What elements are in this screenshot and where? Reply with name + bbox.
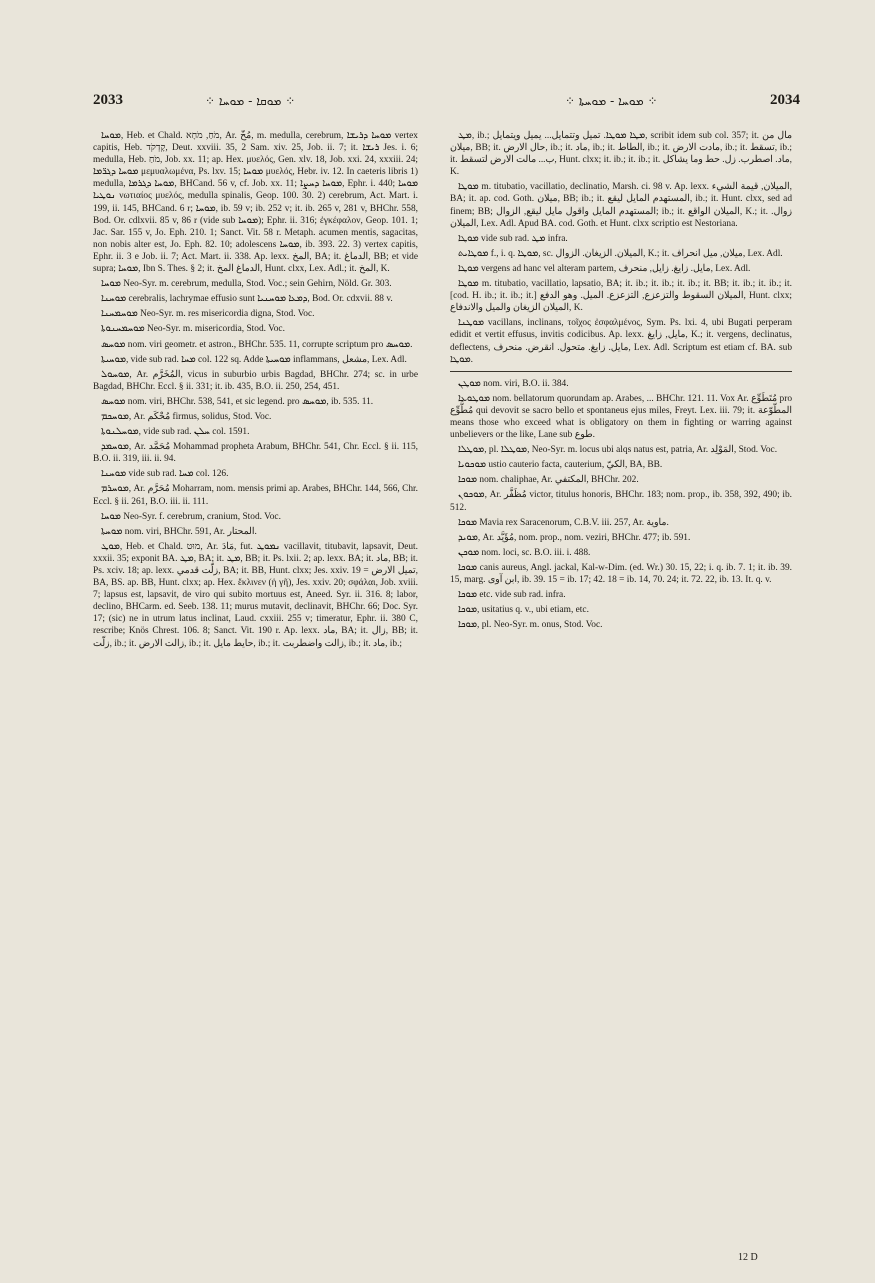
right-page-number: 2034 [770, 92, 800, 108]
entry: ܡܘܛܐܝܬ f., i. q. ܡܘܛܐ, sc. الميلان. الزيغان. الزوال, K.; it. ميلان, ميل انحراف, Lex. Adl. [458, 248, 783, 259]
entry: ܡܘܚܝܬܐ, vide sub rad. ܡܚܐ col. 122 sq. Adde ܡܘܚܝܬܐ inflammans, مشعل, Lex. Adl. [101, 354, 407, 365]
entry: ܡܘܛܢܐ vacillans, inclinans, τοῖχος ἐσφαλμένος, Sym. Ps. lxi. 4, ubi Bugati perperam edidit et vertit effusus, invitis codicibus. Ap. lexx. مايل, زايغ, K.; it. vergens, declinatus, deflectens, مايل. زايغ. متحول. انقرض. منحرف, Lex. Adl. Scriptum est etiam cf. BA. sub ܡܘܛܐ. [450, 318, 792, 365]
left-page-number: 2033 [93, 92, 123, 108]
right-column [450, 130, 792, 1240]
entry: ܡܘܟܢ nom. loci, sc. B.O. iii. i. 488. [458, 547, 591, 558]
entry: ܡܘܚܣ nom. viri, BHChr. 538, 541, et sic legend. pro ܡܘܚܣ, ib. 535. 11. [101, 396, 374, 407]
entry: ܡܘܚܐ, Heb. et Chald. מֹחַ, מֹחָא, Ar. مُخّ, m. medulla, cerebrum, ܡܘܚܐ ܕܪܝܫܐ vertex capitis, Heb. קָדְקֹד, Deut. xxviii. 35, 2 Sam. xiv. 25, Job. ii. 7; it. ܪܝܫܐ Jes. i. 6; medulla, Heb. מֹחַ, Job. xx. 11; ap. Hex. μυελός, Gen. xlv. 18, Job. xxi. 24, xxxiii. 24; ܡܘܚܐ ܕܓܪ̈ܡܐ μεμυαλωμένα, Ps. lxv. 15; ܡܘܚܐ μυελός, Hebr. iv. 12. In caeteris libris 1) medulla, ܡܘܚܐ ܕܓܪܡܐ, BHCand. 56 v, cf. Job. xx. 11; ܡܘܚܐ ܕܚܨܐ, Ephr. i. 440; ܡܘܚܐ ܢܘܛܝܐ νωτιαίος μυελός, medulla spinalis, Geop. 100. 30. 2) cerebrum, Act. Mart. i. 199, ii. 145, BHCand. 6 r; ܡܘܚܐ, ib. 59 v; ib. 252 v; it. ib. 265 v, 281 v, BHChr. 558, Bod. Or. cdlxvii. 85 v, 86 r (vide sub ܡܘܚܐ); Ephr. ii. 316; ἐγκέφαλον, Geop. 101. 1; Jac. Sar. 155 v, Jo. Eph. 210. 1; Sanct. Vit. 58 r. Metaph. acumen mentis, sagacitas, non nobis alter est, Jo. Eph. 82. 10; adolescens ܡܘܚܐ, ib. 393. 22. 3) vertex capitis, Ephr. ii. 3 e Job. ii. 7; Act. Mart. ii. 338. Ap. lexx. المخ, BA; it. الدماغ, BB; et vide supra; ܡܘܚܐ, Ibn S. Thes. § 2; it. الدماغ المخ, Hunt. clxx, Lex. Adl.; it. المخ, K. [93, 131, 418, 275]
entry: ܡܘܚܬܐ nom. viri, BHChr. 591, Ar. المحتار. [101, 526, 257, 537]
section-divider [450, 371, 792, 372]
entry: ܡܘܚܢܐ vide sub rad. ܡܚܐ col. 126. [101, 469, 229, 480]
entry: ܡܘܛܐ m. titubatio, vacillatio, lapsatio, BA; it. ib.; it. ib.; it. ib.; it. BB; it. ib.; it. ib.; it. [cod. H. ib.; it. ib.; it.] الميلان السقوط والتزعزع, التزعزع. الميل. وهو الدفع, Hunt. clxx; الميلان الزيغان والميل والاندفاع, K. [450, 279, 792, 314]
signature-mark: 12 D [738, 1252, 758, 1263]
page-header [0, 92, 875, 116]
entry: ܡܘܛܐ vide sub rad. ܡܛ infra. [458, 233, 568, 244]
entry: ܡܘܛܘܥܐ nom. bellatorum quorundam ap. Arabes, ... BHChr. 121. 11. Vox Ar. مُتَطَوِّع pro مُطَّوِّع qui devovit se sacro bello et spontaneus ejus miles, Freyt. Lex. iii. 79; it. المطّوّعة means those who exceed what is obligatory on them in fighting or warring against unbelievers or the like, Lane sub طوع. [450, 393, 792, 441]
entry: ܡܘܝܕ, Ar. مُؤَيَّد, nom. prop., nom. veziri, BHChr. 477; ib. 591. [458, 532, 691, 543]
entry: ܡܘܟܐ etc. vide sub rad. infra. [458, 590, 566, 601]
entry: ܡܘܚܐ Neo-Syr. f. cerebrum, cranium, Stod. Voc. [101, 511, 281, 522]
entry: ܡܘܛܐ m. titubatio, vacillatio, declinatio, Marsh. ci. 98 v. Ap. lexx. الميلان, قيمة الشيء, BA; it. ap. cod. Goth. ميلان, BB; ib.; it. المستهدم المايل ليقع, ib.; it. Hunt. clxx, sed ad finem; BB; المستهدم المايل واقول مايل ليقع, الزوال; ib.; it. الميلان الواقع, K.; it. زوال. الميلان, Lex. Adl. Apud BA. cod. Goth. et Hunt. clxx scriptio est Nestoriana. [450, 182, 792, 229]
left-running-head: ⁘ ܡܘܩܐ - ܡܘܚܐ ⁘ [205, 94, 296, 108]
entry: ܡܘܚܡܚܢܐ Neo-Syr. m. res misericordia digna, Stod. Voc. [101, 309, 315, 320]
entry: ܡܘܚܘܠ, Ar. المُخَرَّم, vicus in suburbio urbis Bagdad, BHChr. 274; sc. in urbe Bagdad, BHChr. Eccl. § ii. 331; it. ib. 435, B.O. ii. 250, 254, 451. [93, 369, 418, 392]
entry: ܡܘܟܐ Mavia rex Saracenorum, C.B.V. iii. 257, Ar. ماوية. [458, 517, 669, 528]
entry: ܡܘܚܟܡ, Ar. مُحْكَم firmus, solidus, Stod. Voc. [101, 411, 272, 422]
entry: ܡܘܛ, Heb. et Chald. מוּט, Ar. مَادَ, fut. ܢܡܘܛ vacillavit, titubavit, lapsavit, Deut. xxxii. 35; exponit BA. ܡܛ, BA; it. ܡܛ, BB; it. Ps. lxii. 2; ap. lexx. BA; it. ماد, BB; it. Ps. xciv. 18; ap. lexx. زلّت قدمي, BA; it. BB, Hunt. clxx; Jes. xxiv. 19 = تميل الارض, BA, BS. ap. BB, Hunt. clxx; ap. Hex. ἔκλινεν (ἡ γῆ), Jes. xxiv. 20; σφάλαι, Job. xviii. 7; lapsus est, lapsavit, de viro qui subito mortuus est, Aneed. Syr. ii. 316. 8; labor, declino, BHCarm. ed. Seeb. 138. 11; murus mutavit, declinavit, BHChr. 66; Doc. Syr. 17; (sic) ne in utrum latus inclinat, Laud. cxxiii. 255 v; timeratur, Ephr. ii. 380 C, rescribe; Knös Chrest. 106. 8; Sanct. Vit. 190 r. Ap. lexx. ماد, BA; it. زال, BB; it. زلّت, ib.; it. زالت الارض, ib.; it. حايط مايل, ib.; it. زالت واضطربت, ib.; it. ماد, ib.; [93, 541, 418, 649]
entry: ܡܘܛܢ nom. viri, B.O. ii. 384. [458, 378, 569, 389]
entry: ܡܘܚܢܐ cerebralis, lachrymae effusio sunt ܕܡܥܐ ܡܘܚܢܝܐ, Bod. Or. cdxvii. 88 v. [101, 294, 393, 305]
entry: ܡܛ, ib.; ܡܛܐ ܡܘܛܐ. تميل وتتمايل... يميل ويتمايل, scribit idem sub col. 357; it. مال من ميلان, BB; it. حال الارض, ib.; it. ماد, ib.; it. الطاط, ib.; it. مادت الارض, ib.; it. تسقط, ib.; it. ب... مالت الارض لتسقط, Hunt. clxx; it. ib.; it. ib.; it. ماد. اصطرب. زل. حط وما يشاكل, K. [450, 131, 792, 178]
entry: ܡܘܚܪܡ, Ar. مُحَرَّم Moharram, nom. mensis primi ap. Arabes, BHChr. 144, 566, Chr. Eccl. § ii. 261, B.O. iii. ii. 111. [93, 484, 418, 507]
entry: ܡܘܟܘܢ, Ar. مُظَفَّر victor, titulus honoris, BHChr. 183; nom. prop., ib. 358, 392, 490; ib. 512. [450, 490, 792, 513]
entry: ܡܘܚܣ nom. viri geometr. et astron., BHChr. 535. 11, corrupte scriptum pro ܡܘܚܣ. [101, 339, 413, 350]
entry: ܡܘܚܠܢܘܬܐ, vide sub rad. ܚܠܢ col. 1591. [101, 427, 250, 438]
entry: ܡܘܟܐ nom. chaliphae, Ar. المكتفي, BHChr. 202. [458, 475, 639, 486]
entry: ܡܘܛܐ vergens ad hanc vel alteram partem, مايل. زايغ. زايل, منحرف, Lex. Adl. [458, 263, 751, 274]
entry: ܡܘܛܠܐ, pl. ܡܘܛܠܐ, Neo-Syr. m. locus ubi alqs natus est, patria, Ar. المَوْلِد, Stod. Voc. [458, 445, 778, 456]
entry: ܡܘܚܡܕ, Ar. مُحَمَّد Mohammad propheta Arabum, BHChr. 541, Chr. Eccl. § ii. 115, B.O. ii. 319, iii. ii. 94. [93, 442, 418, 465]
right-running-head: ⁘ ܡܘܚܐ - ܡܘܚܬܐ ⁘ [565, 94, 658, 108]
entry: ܡܘܟܐ, usitatius q. v., ubi etiam, etc. [458, 605, 589, 616]
entry: ܡܘܟܘܝܐ ustio cauterio facta, cauterium, الكيّ, BA, BB. [458, 460, 663, 471]
entry: ܡܘܟܐ canis aureus, Angl. jackal, Kal-w-Dim. (ed. Wr.) 30. 15, 22; i. q. ib. 7. 1; it. ib. 39. 15, marg. ابن آوى, ib. 39. 15 = ib. 17; 42. 18 = ib. 14, 70. 24; it. 72. 22, ib. 13. It. q. v. [450, 562, 792, 585]
entry: ܡܘܚܡܚܢܘܬܐ Neo-Syr. m. misericordia, Stod. Voc. [101, 324, 285, 335]
entry: ܡܘܟܐ, pl. Neo-Syr. m. onus, Stod. Voc. [458, 620, 603, 631]
entry: ܡܘܚܐ Neo-Syr. m. cerebrum, medulla, Stod. Voc.; sein Gehirn, Nöld. Gr. 303. [101, 279, 392, 290]
left-column [93, 130, 418, 1240]
